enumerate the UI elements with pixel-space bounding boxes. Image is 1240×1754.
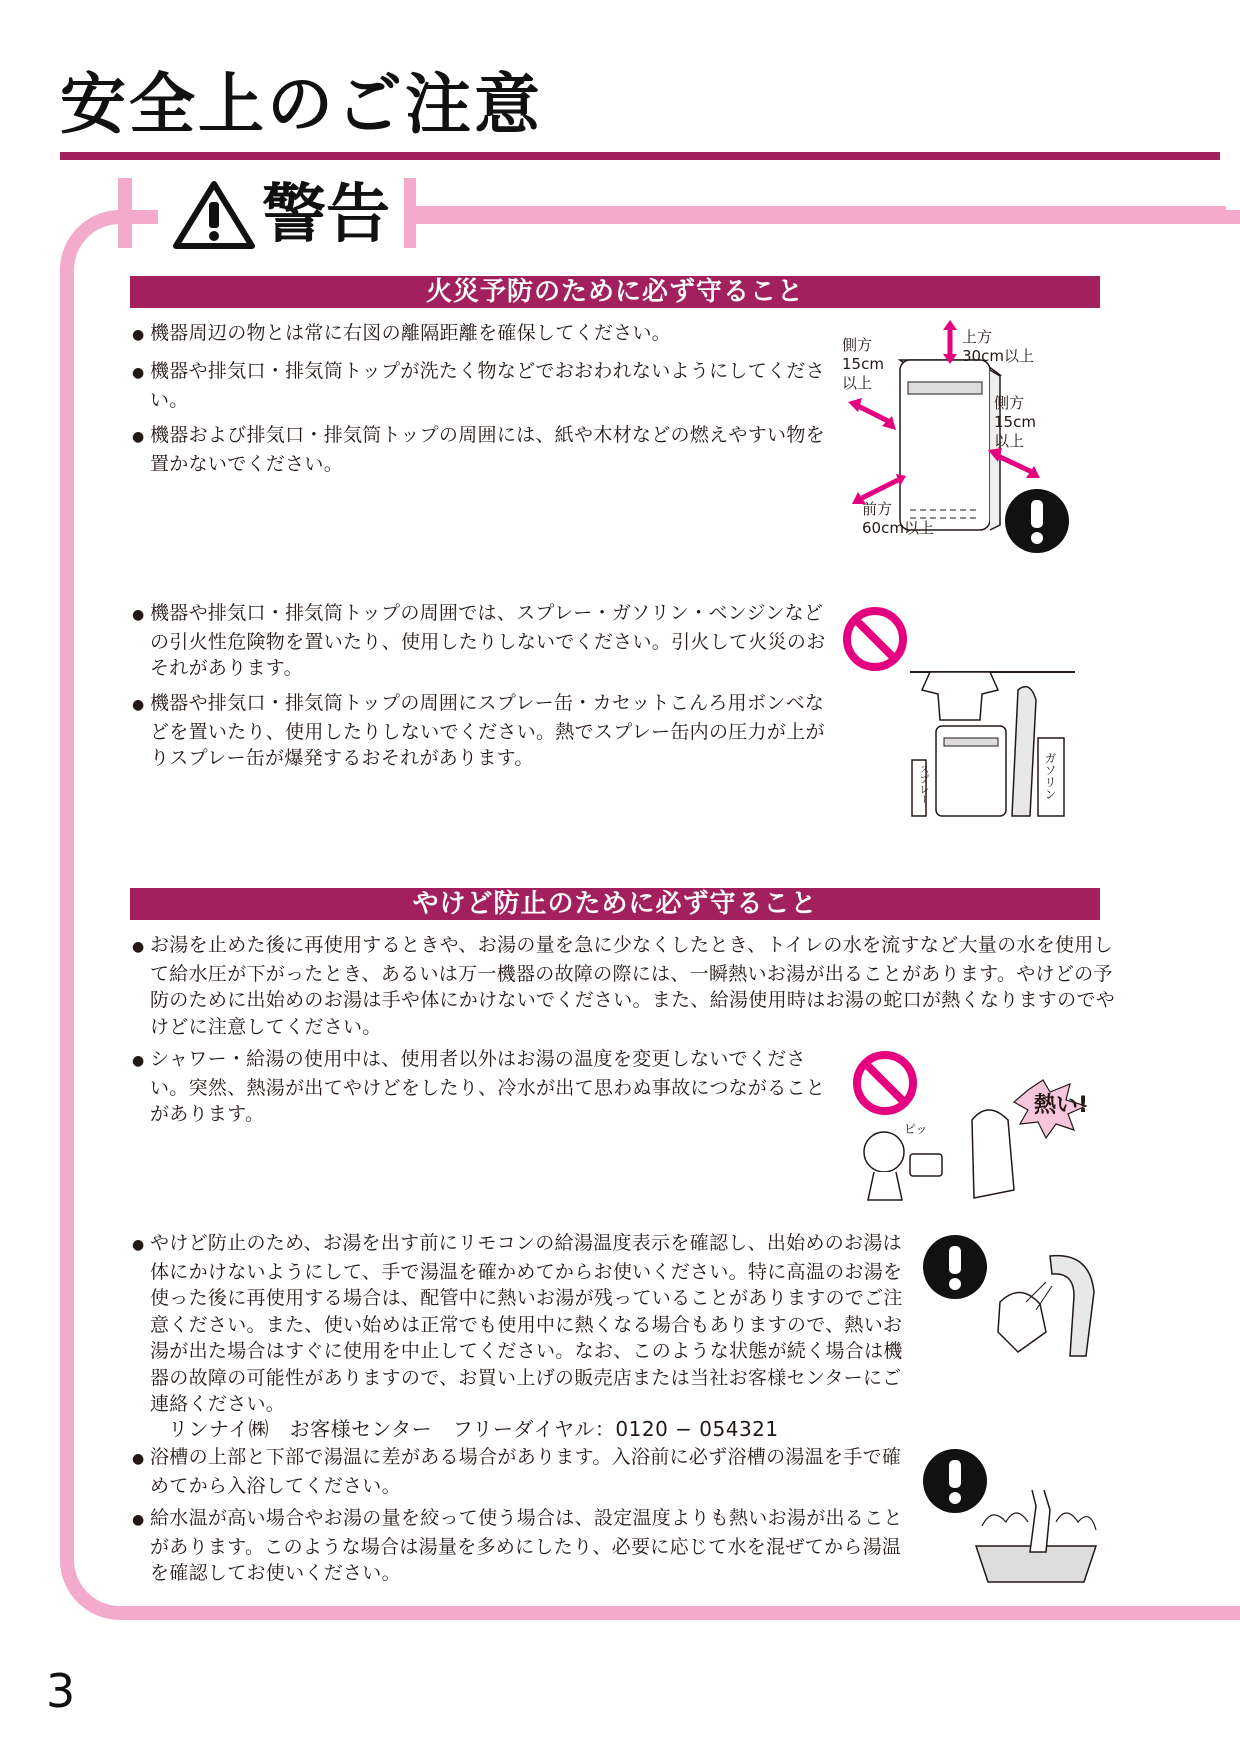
- clearance-side-right: 側方 15cm 以上: [994, 394, 1036, 450]
- bathtub-hand-illustration: [972, 1486, 1100, 1586]
- title-rule: [60, 152, 1220, 160]
- bullet-icon: ●: [132, 365, 145, 381]
- bullet-icon: ●: [132, 429, 145, 445]
- beep-sound: ピッ: [904, 1122, 928, 1136]
- fire-item-1: ● 機器周辺の物とは常に右図の離隔距離を確保してください。: [132, 320, 830, 349]
- fire-item-4: ● 機器や排気口・排気筒トップの周囲では、スプレー・ガソリン・ベンジンなどの引火性危険物を置いたり、使用したりしないでください。引火して火災のおそれがあります。: [132, 602, 826, 679]
- warning-bar-left: [118, 178, 132, 248]
- mandatory-icon-2: [922, 1234, 988, 1300]
- warning-label: [158, 175, 404, 255]
- burn-item-3: ● やけど防止のため、お湯を出す前にリモコンの給湯温度表示を確認し、出始めのお湯は体にかけないようにして、手で湯温を確かめてからお使いください。特に高温のお湯を使った後に再使用する場合は、配管中に熱いお湯が残っていることがありますのでご注意ください。また、使い始めは正常でも使用中に熱くなる場合もありますので、熱いお湯が出た場合はすぐに使用を中止してください。なお、このような状態が続く場合は機器の故障の可能性がありますので、お買い上げの販売店または当社お客様センターにご連絡ください。: [132, 1232, 903, 1415]
- burn-item-1: ● お湯を止めた後に再使用するときや、お湯の量を急に少なくしたとき、トイレの水を流すなど大量の水を使用して給水圧が下がったとき、あるいは万一機器の故障の際には、一瞬熱いお湯が出ることがあります。やけどの予防のために出始めのお湯は手や体にかけないでください。また、給湯使用時はお湯の蛇口が熱くなりますのでやけどに注意してください。: [132, 934, 1116, 1038]
- bullet-icon: ●: [132, 1053, 145, 1069]
- clearance-side-left: 側方 15cm 以上: [842, 336, 884, 392]
- fire-item-3: ● 機器および排気口・排気筒トップの周囲には、紙や木材などの燃えやすい物を置かないでください。: [132, 424, 825, 475]
- spray-label: スプレー: [917, 764, 928, 804]
- warning-bar-right: [402, 178, 416, 248]
- hand-shower-illustration: [990, 1252, 1100, 1362]
- page-number: 3: [46, 1664, 76, 1718]
- fire-section-heading: 火災予防のために必ず守ること: [130, 276, 1100, 308]
- burn-item-5: ● 給水温が高い場合やお湯の量を絞って使う場合は、設定温度よりも熱いお湯が出ることがあります。このような場合は湯量を多めにしたり、必要に応じて水を混ぜてから湯温を確認してお使いください。: [132, 1507, 903, 1584]
- mandatory-icon: [1004, 488, 1070, 554]
- clearance-top: 上方 30cm以上: [962, 328, 1034, 365]
- page-title: 安全上のご注意: [60, 66, 543, 143]
- bullet-icon: ●: [132, 697, 145, 713]
- customer-center-contact: リンナイ㈱ お客様センター フリーダイヤル：0120 − 054321: [168, 1417, 779, 1441]
- bullet-icon: ●: [132, 1451, 145, 1467]
- bullet-icon: ●: [132, 1512, 145, 1528]
- fire-item-2: ● 機器や排気口・排気筒トップが洗たく物などでおおわれないようにしてください。: [132, 360, 825, 411]
- bullet-icon: ●: [132, 327, 145, 343]
- warning-bar-line: [416, 206, 1226, 220]
- clearance-front: 前方 60cm以上: [862, 500, 934, 537]
- bullet-icon: ●: [132, 939, 145, 955]
- prohibited-icon: [842, 606, 908, 672]
- fire-item-5: ● 機器や排気口・排気筒トップの周囲にスプレー缶・カセットこんろ用ボンベなどを置いたり、使用したりしないでください。熱でスプレー缶内の圧力が上がりスプレー缶が爆発するおそれがあります。: [132, 692, 825, 769]
- gasoline-label: ガソリン: [1043, 752, 1057, 800]
- warning-text: 警告: [262, 178, 390, 252]
- burn-section-heading: やけど防止のために必ず守ること: [130, 888, 1100, 920]
- warning-triangle-icon: [172, 180, 256, 250]
- bullet-icon: ●: [132, 1237, 145, 1253]
- bullet-icon: ●: [132, 607, 145, 623]
- burn-item-4: ● 浴槽の上部と下部で湯温に差がある場合があります。入浴前に必ず浴槽の湯温を手で確めてから入浴してください。: [132, 1446, 902, 1497]
- burn-item-2: ● シャワー・給湯の使用中は、使用者以外はお湯の温度を変更しないでください。突然、熱湯が出てやけどをしたり、冷水が出て思わぬ事故につながることがあります。: [132, 1048, 826, 1125]
- hot-exclaim: 熱い!: [1034, 1093, 1089, 1118]
